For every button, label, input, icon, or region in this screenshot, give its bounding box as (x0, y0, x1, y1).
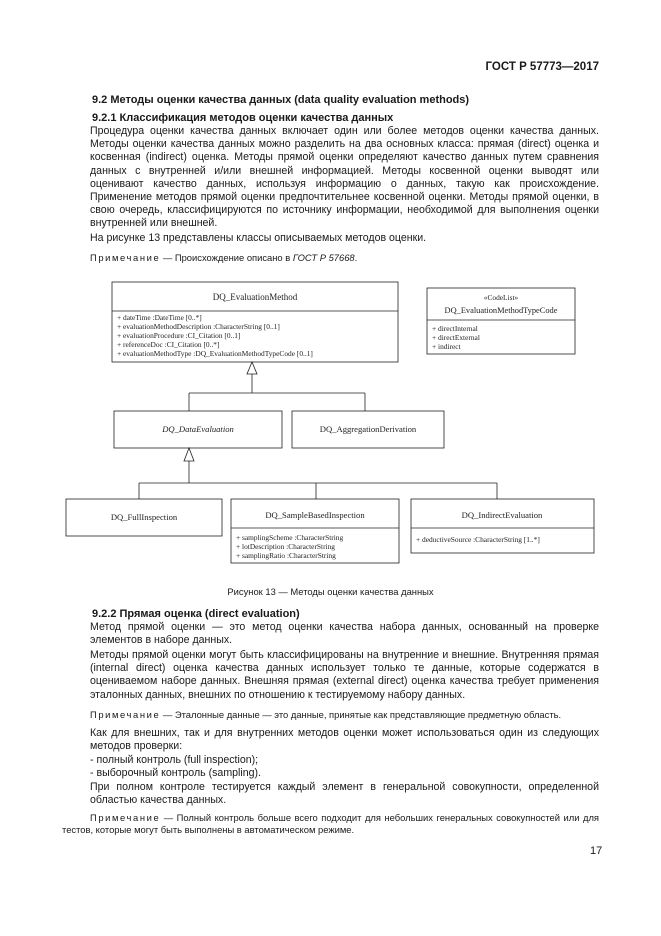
attr-line: + evaluationMethodType :DQ_EvaluationMethodTypeCode [0..1] (117, 349, 313, 358)
section-heading: 9.2 Методы оценки качества данных (data quality evaluation methods) (92, 94, 470, 106)
paragraph-internal-external: Методы прямой оценки могут быть классифицированы на внутренние и внешние. Внутренняя прямая (internal direct) оценка качества данных использует только те данные, которые содержатся в оцениваемом наборе данных. Внешняя прямая (external direct) оценка качества требует применения эталонных данных, внешних по отношению к тестируемому набору данных. (90, 649, 599, 701)
note-text: — Полный контроль больше всего подходит для небольших генеральных совокупностей или для тестов, которые могут быть выполнены в автоматическом режиме. (62, 812, 599, 835)
class-name-sample-based: DQ_SampleBasedInspection (265, 510, 365, 520)
attr-line: + evaluationProcedure :CI_Citation [0..1] (117, 331, 241, 340)
attr-line: + indirect (432, 342, 461, 351)
attr-line: + directExternal (432, 333, 480, 342)
standard-number: ГОСТ Р 57773—2017 (485, 61, 599, 73)
class-name-codelist: DQ_EvaluationMethodTypeCode (444, 306, 558, 315)
attr-line: + dateTime :DateTime [0..*] (117, 313, 202, 322)
paragraph-inspection-methods: Как для внешних, так и для внутренних методов оценки может использоваться один из следующих методов проверки: (90, 727, 599, 753)
codelist-stereotype: «CodeList» (483, 293, 519, 302)
attr-line: + samplingScheme :CharacterString (236, 533, 344, 542)
subsection-heading-9-2-2: 9.2.2 Прямая оценка (direct evaluation) (92, 608, 300, 620)
attr-line: + evaluationMethodDescription :CharacterString [0..1] (117, 322, 280, 331)
note-label: Примечание (90, 252, 161, 263)
class-name-indirect: DQ_IndirectEvaluation (461, 510, 543, 520)
note-text: — Происхождение описано в (160, 252, 293, 263)
subsection-heading-9-2-1: 9.2.1 Классификация методов оценки качества данных (92, 112, 394, 124)
list-item-full-inspection: - полный контроль (full inspection); (90, 754, 259, 766)
attr-line: + deductiveSource :CharacterString [1..*] (416, 535, 540, 544)
paragraph-full-control: При полном контроле тестируется каждый элемент в генеральной совокупности, определенной областью качества данных. (90, 781, 599, 807)
figure-caption: Рисунок 13 — Методы оценки качества данных (227, 586, 434, 597)
attr-line: + samplingRatio :CharacterString (236, 551, 336, 560)
class-box-indirect (411, 499, 594, 553)
generalization-arrow (247, 362, 257, 374)
list-item-sampling: - выборочный контроль (sampling). (90, 767, 262, 779)
class-name-aggregation: DQ_AggregationDerivation (319, 424, 417, 434)
note-text: — Эталонные данные — это данные, принятые как представляющие предметную область. (160, 709, 562, 720)
class-name-data-evaluation: DQ_DataEvaluation (162, 424, 234, 434)
paragraph-figure-ref: На рисунке 13 представлены классы описываемых методов оценки. (90, 232, 427, 244)
paragraph-direct-method: Метод прямой оценки — это метод оценки качества набора данных, основанный на проверке элементов в наборе данных. (90, 621, 599, 647)
attr-line: + lotDescription :CharacterString (236, 542, 335, 551)
paragraph-classification: Процедура оценки качества данных включает один или более методов оценки качества данных. Методы оценки качества данных можно разделить на два основных класса: прямая (direct) оценка и косвенная (indirect) оценка. Методы прямой оценки определяют качество данных путем сравнения данных с внутренней и/или внешней информацией. Методы косвенной оценки выводят или оценивают качество данных, используя информацию о данных, такую как происхождение. Применение методов прямой оценки предпочтительнее косвенной оценки. Методы прямой оценки, в свою очередь, классифицируются по источнику информации, необходимой для выполнения оценки внутренней или внешней. (90, 125, 599, 230)
note-reference-data (90, 709, 599, 721)
note-ref: ГОСТ Р 57668 (292, 252, 355, 263)
class-name-full-inspection: DQ_FullInspection (110, 512, 178, 522)
note-label: Примечание (90, 709, 161, 720)
attr-line: + directInternal (432, 324, 478, 333)
class-name-evaluation-method: DQ_EvaluationMethod (212, 292, 298, 302)
generalization-arrow (184, 448, 194, 461)
note-full-control (62, 812, 599, 836)
note-label: Примечание (90, 812, 161, 823)
page-number: 17 (590, 845, 603, 857)
attr-line: + referenceDoc :CI_Citation [0..*] (117, 340, 220, 349)
note-end: . (354, 252, 358, 263)
